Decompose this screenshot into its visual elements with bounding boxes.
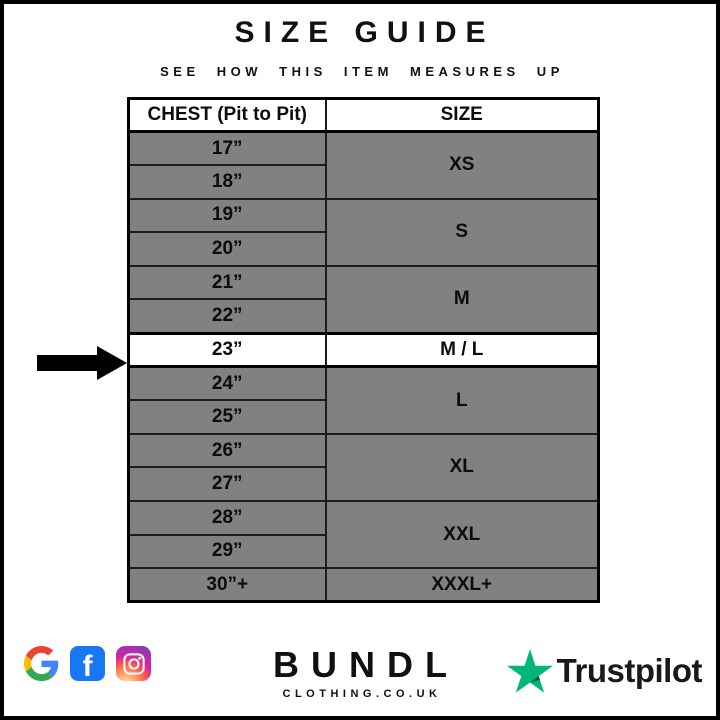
chest-cell: 18” <box>129 165 326 199</box>
page-subtitle: SEE HOW THIS ITEM MEASURES UP <box>160 64 564 79</box>
chest-cell: 26” <box>129 434 326 468</box>
chest-column-header: CHEST (Pit to Pit) <box>129 99 326 132</box>
size-cell: L <box>326 367 599 434</box>
chest-cell: 27” <box>129 467 326 501</box>
chest-cell: 24” <box>129 367 326 401</box>
brand-domain: CLOTHING.CO.UK <box>282 688 442 700</box>
size-cell: M / L <box>326 333 599 367</box>
chest-cell: 20” <box>129 232 326 266</box>
chest-cell: 21” <box>129 266 326 300</box>
chest-cell: 23” <box>129 333 326 367</box>
table-row <box>129 266 599 300</box>
brand-name: BUNDL <box>273 644 459 685</box>
chest-cell: 17” <box>129 132 326 166</box>
size-cell: XL <box>326 434 599 501</box>
size-table-body <box>129 132 599 602</box>
size-cell: XXL <box>326 501 599 568</box>
table-row-highlighted <box>129 333 599 367</box>
size-cell: XXXL+ <box>326 568 599 602</box>
facebook-glyph: f <box>82 649 93 681</box>
table-row <box>129 568 599 602</box>
chest-cell: 22” <box>129 299 326 333</box>
chest-cell: 19” <box>129 199 326 233</box>
table-row <box>129 199 599 233</box>
header <box>4 16 716 79</box>
page-title: SIZE GUIDE <box>234 16 495 49</box>
highlight-arrow-icon <box>37 346 127 380</box>
size-cell: M <box>326 266 599 333</box>
table-row <box>129 132 599 166</box>
size-cell: XS <box>326 132 599 199</box>
table-header-row <box>129 99 599 132</box>
size-table <box>127 97 600 603</box>
trustpilot-label: Trustpilot <box>556 652 702 689</box>
table-row <box>129 501 599 535</box>
trustpilot-logo[interactable] <box>507 649 702 693</box>
size-cell: S <box>326 199 599 266</box>
size-column-header: SIZE <box>326 99 599 132</box>
table-row <box>129 434 599 468</box>
chest-cell: 28” <box>129 501 326 535</box>
footer <box>4 636 716 716</box>
table-row <box>129 367 599 401</box>
chest-cell: 25” <box>129 400 326 434</box>
trustpilot-star-icon <box>507 649 553 693</box>
chest-cell: 29” <box>129 535 326 569</box>
chest-cell: 30”+ <box>129 568 326 602</box>
